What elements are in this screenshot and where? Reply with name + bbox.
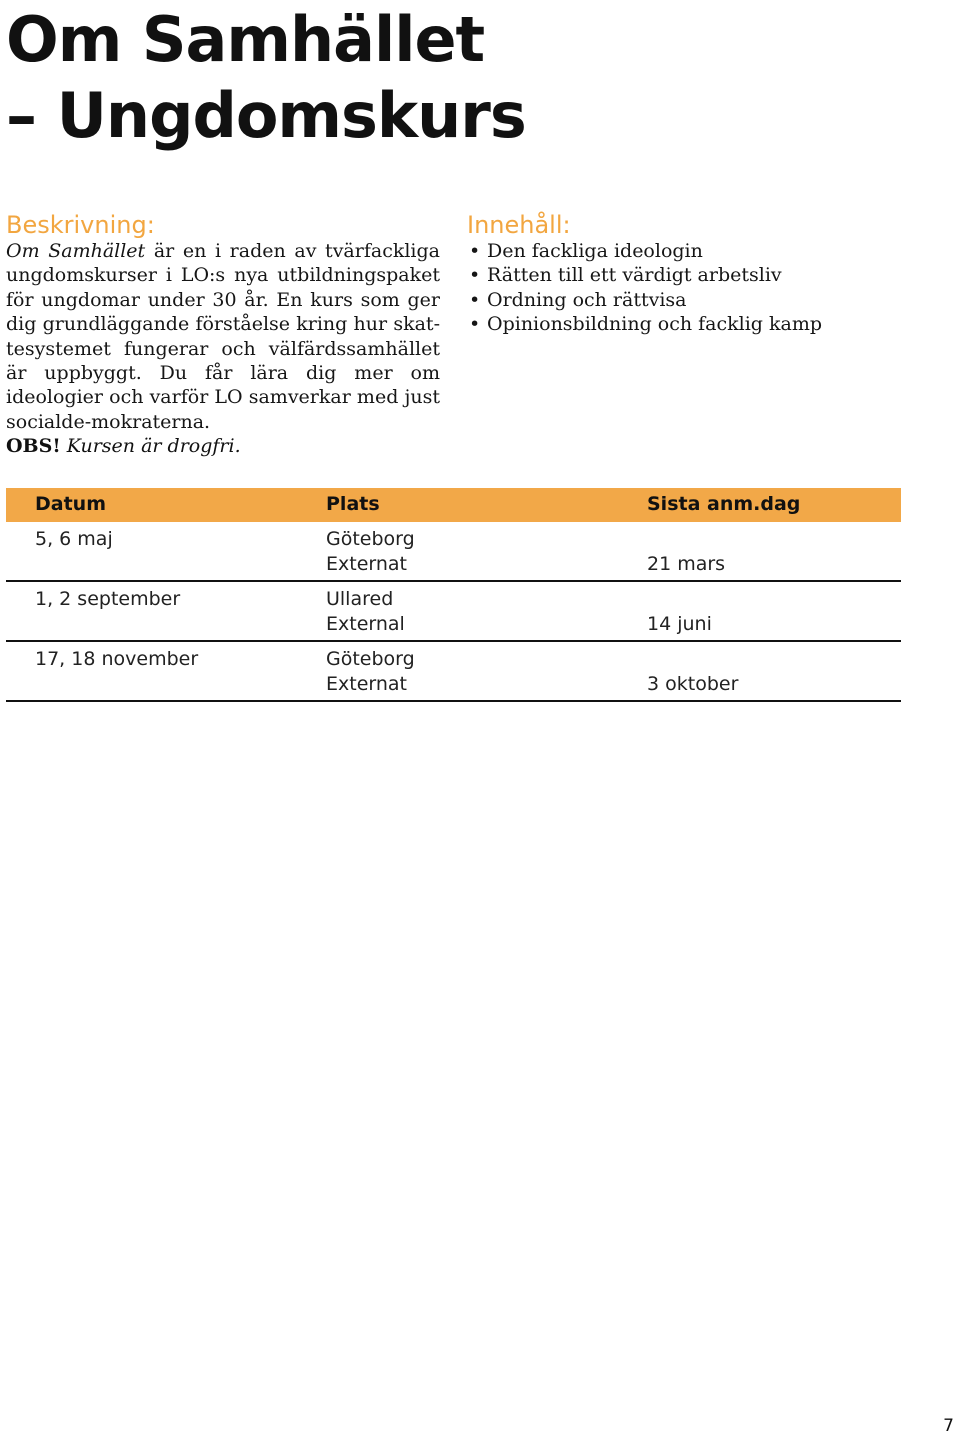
- cell-place: Göteborg: [326, 648, 415, 670]
- bullet-icon: •: [469, 240, 481, 262]
- title-line-2: – Ungdomskurs: [6, 79, 526, 152]
- contents-heading: Innehåll:: [467, 211, 571, 239]
- contents-list: [467, 239, 907, 337]
- header-deadline: Sista anm.dag: [647, 493, 801, 515]
- list-item: • Ordning och rättvisa: [469, 288, 687, 311]
- cell-date: 5, 6 maj: [35, 528, 113, 550]
- cell-date: 1, 2 september: [35, 588, 181, 610]
- list-item: • Rätten till ett värdigt arbetsliv: [469, 264, 782, 287]
- page-title: [6, 2, 526, 154]
- table-row: [6, 642, 901, 702]
- header-place: Plats: [326, 493, 380, 515]
- bullet-icon: •: [469, 288, 481, 311]
- table-row: [6, 582, 901, 642]
- description-heading: Beskrivning:: [6, 211, 155, 239]
- cell-deadline: 14 juni: [647, 613, 712, 635]
- cell-date: 17, 18 november: [35, 648, 199, 670]
- cell-type: Externat: [326, 553, 408, 575]
- bullet-icon: •: [469, 264, 481, 287]
- cell-deadline: 21 mars: [647, 553, 726, 575]
- cell-deadline: 3 oktober: [647, 673, 739, 695]
- obs-text: Kursen är drogfri.: [60, 435, 241, 458]
- list-item: • Den fackliga ideologin: [469, 240, 703, 262]
- description-text: [6, 239, 440, 434]
- title-line-1: Om Samhället: [6, 3, 485, 76]
- cell-place: Ullared: [326, 588, 394, 610]
- description-body: är en i raden av tvärfackliga ungdomskurser i LO:s nya utbildningspaket för ungdomar under 30 år. En kurs som ger dig grundläggande förståelse kring hur skat-tesystemet fungerar och välfärdssamhället är uppbyggt. Du får lära dig mer om ideologier och varför LO samverkar med just socialde-mokraterna.: [6, 240, 440, 433]
- cell-type: Externat: [326, 673, 408, 695]
- cell-type: External: [326, 613, 405, 635]
- description-section: [6, 211, 440, 459]
- cell-place: Göteborg: [326, 528, 415, 550]
- header-date: Datum: [35, 493, 106, 515]
- page-number: 7: [943, 1416, 954, 1436]
- schedule-table: [6, 488, 901, 702]
- obs-label: OBS!: [6, 435, 61, 458]
- bullet-icon: •: [469, 313, 481, 336]
- table-row: [6, 522, 901, 582]
- table-header: [6, 488, 901, 522]
- obs-note: [6, 434, 440, 458]
- contents-section: [467, 211, 907, 337]
- list-item: • Opinionsbildning och facklig kamp: [469, 313, 823, 336]
- course-name: Om Samhället: [6, 240, 146, 262]
